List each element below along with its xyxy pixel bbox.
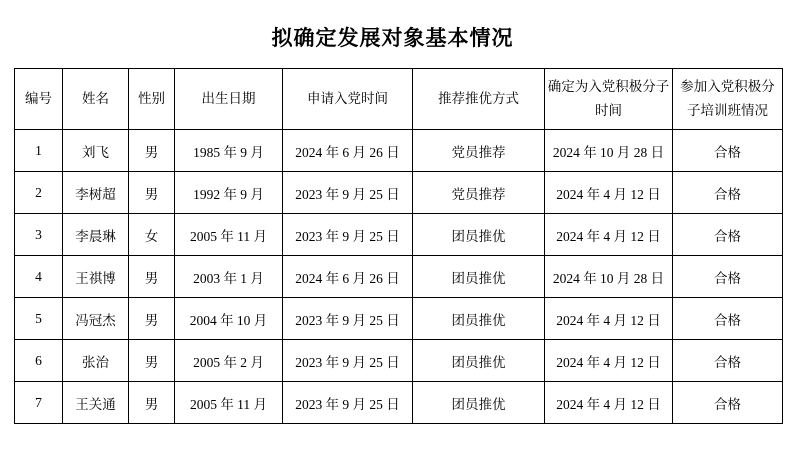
cell-activist-date: 2024 年 4 月 12 日 [545,340,673,382]
table-row [15,256,783,298]
cell-name: 李树超 [63,172,129,214]
column-header-name [63,69,129,130]
column-header-name-label: 姓名 [82,91,109,107]
column-header-apply-date [283,69,413,130]
cell-training: 合格 [673,256,783,298]
cell-activist-date: 2024 年 4 月 12 日 [545,382,673,424]
cell-sex: 男 [129,298,175,340]
column-header-recommend-method [413,69,545,130]
table-header [15,69,783,130]
table-row [15,172,783,214]
column-header-sex [129,69,175,130]
cell-sex: 男 [129,172,175,214]
cell-no: 7 [15,382,63,424]
cell-training: 合格 [673,340,783,382]
cell-activist-date: 2024 年 4 月 12 日 [545,172,673,214]
column-header-activist-date-label: 确定为入党积极分子时间 [547,79,670,118]
cell-sex: 男 [129,256,175,298]
cell-recommend: 团员推优 [413,298,545,340]
cell-activist-date: 2024 年 10 月 28 日 [545,256,673,298]
cell-recommend: 团员推优 [413,214,545,256]
cell-birth: 2005 年 2 月 [175,340,283,382]
cell-name: 王祺博 [63,256,129,298]
table-row [15,340,783,382]
cell-no: 6 [15,340,63,382]
table-row [15,298,783,340]
cell-sex: 女 [129,214,175,256]
cell-no: 2 [15,172,63,214]
cell-activist-date: 2024 年 4 月 12 日 [545,298,673,340]
cell-apply: 2023 年 9 月 25 日 [283,340,413,382]
developing-members-table [14,68,783,424]
cell-apply: 2023 年 9 月 25 日 [283,172,413,214]
column-header-apply-date-label: 申请入党时间 [307,91,388,107]
cell-activist-date: 2024 年 4 月 12 日 [545,214,673,256]
cell-name: 冯冠杰 [63,298,129,340]
cell-name: 刘飞 [63,130,129,172]
column-header-training [673,69,783,130]
page-title: 拟确定发展对象基本情况 [271,26,514,50]
cell-no: 3 [15,214,63,256]
cell-recommend: 团员推优 [413,256,545,298]
column-header-sex-label: 性别 [138,91,165,107]
cell-apply: 2023 年 9 月 25 日 [283,298,413,340]
cell-name: 李晨琳 [63,214,129,256]
column-header-no-label: 编号 [25,91,52,107]
cell-apply: 2023 年 9 月 25 日 [283,382,413,424]
cell-apply: 2023 年 9 月 25 日 [283,214,413,256]
cell-apply: 2024 年 6 月 26 日 [283,130,413,172]
table-header-row [15,69,783,130]
cell-birth: 1985 年 9 月 [175,130,283,172]
table-row [15,130,783,172]
column-header-training-label: 参加入党积极分子培训班情况 [680,79,775,118]
cell-birth: 2005 年 11 月 [175,214,283,256]
cell-sex: 男 [129,340,175,382]
cell-birth: 2003 年 1 月 [175,256,283,298]
cell-training: 合格 [673,382,783,424]
column-header-activist-date [545,69,673,130]
cell-birth: 2005 年 11 月 [175,382,283,424]
cell-apply: 2024 年 6 月 26 日 [283,256,413,298]
cell-activist-date: 2024 年 10 月 28 日 [545,130,673,172]
cell-recommend: 团员推优 [413,382,545,424]
cell-training: 合格 [673,298,783,340]
cell-sex: 男 [129,382,175,424]
cell-name: 王关通 [63,382,129,424]
cell-name: 张治 [63,340,129,382]
cell-birth: 1992 年 9 月 [175,172,283,214]
table-body [15,130,783,424]
cell-training: 合格 [673,214,783,256]
cell-recommend: 党员推荐 [413,172,545,214]
cell-no: 5 [15,298,63,340]
column-header-no [15,69,63,130]
table-row [15,382,783,424]
cell-recommend: 党员推荐 [413,130,545,172]
cell-recommend: 团员推优 [413,340,545,382]
column-header-birth-date [175,69,283,130]
column-header-birth-date-label: 出生日期 [201,91,256,107]
cell-no: 4 [15,256,63,298]
cell-training: 合格 [673,172,783,214]
cell-birth: 2004 年 10 月 [175,298,283,340]
document-page [0,22,785,464]
cell-training: 合格 [673,130,783,172]
cell-sex: 男 [129,130,175,172]
table-row [15,214,783,256]
cell-no: 1 [15,130,63,172]
column-header-recommend-method-label: 推荐推优方式 [438,91,519,107]
